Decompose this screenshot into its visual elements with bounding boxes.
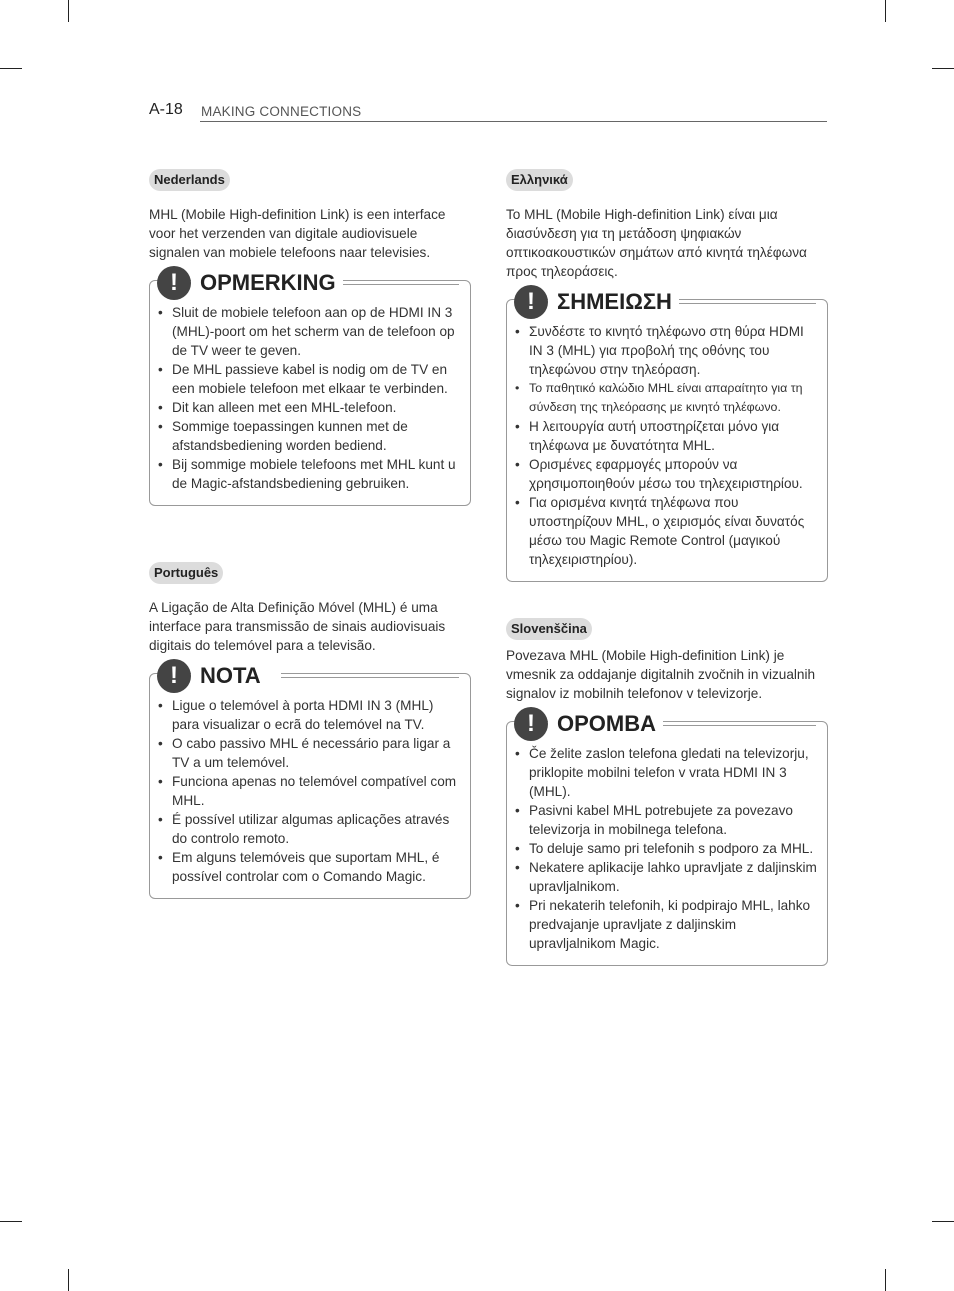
- note-title: OPMERKING: [191, 270, 343, 296]
- list-item: • Sluit de mobiele telefoon aan op de HDMI IN 3 (MHL)-poort om het scherm van de telefoon op de TV weer te geven.: [158, 303, 460, 360]
- section-nederlands: [149, 169, 471, 506]
- intro-text: Το MHL (Mobile High-definition Link) είναι μια διασύνδεση για τη μετάδοση ψηφιακών οπτικοακουστικών σημάτων από κινητά τηλέφωνα προς τηλεοράσεις.: [506, 207, 807, 279]
- section-title: MAKING CONNECTIONS: [201, 104, 362, 119]
- note-body: [506, 299, 828, 582]
- note-list: [158, 303, 460, 493]
- list-item: • Για ορισμένα κινητά τηλέφωνα που υποστηρίζουν MHL, ο χειρισμός είναι δυνατός μέσω του Magic Remote Control (μαγικού τηλεχειριστηρίου).: [515, 493, 817, 569]
- crop-mark: [885, 0, 886, 22]
- list-item: • O cabo passivo MHL é necessário para ligar a TV a um telemóvel.: [158, 734, 460, 772]
- list-item: • Ligue o telemóvel à porta HDMI IN 3 (MHL) para visualizar o ecrã do telemóvel na TV.: [158, 696, 460, 734]
- note-box: [506, 288, 828, 582]
- list-item: • Η λειτουργία αυτή υποστηρίζεται μόνο για τηλέφωνα με δυνατότητα MHL.: [515, 417, 817, 455]
- section-slovenscina: [506, 618, 828, 966]
- exclamation-icon: !: [514, 285, 548, 319]
- note-title: NOTA: [191, 663, 281, 689]
- note-title: ΣΗΜΕΙΩΣΗ: [548, 289, 679, 315]
- language-badge: Português: [149, 562, 223, 584]
- crop-mark: [0, 1221, 22, 1222]
- crop-mark: [0, 68, 22, 69]
- note-list: [515, 744, 817, 953]
- intro-text: A Ligação de Alta Definição Móvel (MHL) é uma interface para transmissão de sinais audiovisuais digitais do telemóvel para a televisão.: [149, 600, 446, 653]
- note-box: [149, 662, 471, 899]
- crop-mark: [68, 1269, 69, 1291]
- note-body: [149, 280, 471, 506]
- section-ellinika: [506, 169, 828, 582]
- section-portugues: [149, 562, 471, 899]
- list-item: • Dit kan alleen met een MHL-telefoon.: [158, 398, 460, 417]
- header-rule: [200, 121, 827, 122]
- note-body: [149, 673, 471, 899]
- list-item: • Če želite zaslon telefona gledati na televizorju, priklopite mobilni telefon v vrata HDMI IN 3 (MHL).: [515, 744, 817, 801]
- crop-mark: [932, 1221, 954, 1222]
- crop-mark: [885, 1269, 886, 1291]
- list-item: • De MHL passieve kabel is nodig om de TV en een mobiele telefoon met elkaar te verbinden.: [158, 360, 460, 398]
- list-item: • Συνδέστε το κινητό τηλέφωνο στη θύρα HDMI IN 3 (MHL) για προβολή της οθόνης του τηλεφώνου στην τηλεόραση.: [515, 322, 817, 379]
- page-number: A-18: [149, 101, 183, 118]
- note-box: [149, 269, 471, 506]
- crop-mark: [68, 0, 69, 22]
- list-item: • Sommige toepassingen kunnen met de afstandsbediening worden bediend.: [158, 417, 460, 455]
- list-item: • Pri nekaterih telefonih, ki podpirajo MHL, lahko predvajanje upravljate z daljinskim upravljalnikom Magic.: [515, 896, 817, 953]
- note-header: [514, 707, 816, 741]
- list-item: • Το παθητικό καλώδιο MHL είναι απαραίτητο για τη σύνδεση της τηλεόρασης με κινητό τηλέφωνο.: [515, 379, 817, 417]
- note-divider: [663, 725, 816, 726]
- note-header: [514, 285, 816, 319]
- list-item: • Funciona apenas no telemóvel compatível com MHL.: [158, 772, 460, 810]
- note-box: [506, 710, 828, 966]
- crop-mark: [932, 68, 954, 69]
- note-list: [515, 322, 817, 569]
- list-item: • Bij sommige mobiele telefoons met MHL kunt u de Magic-afstandsbediening gebruiken.: [158, 455, 460, 493]
- note-divider: [679, 303, 816, 304]
- note-divider: [343, 284, 459, 285]
- list-item: • É possível utilizar algumas aplicações através do controlo remoto.: [158, 810, 460, 848]
- language-badge: Ελληνικά: [506, 169, 573, 191]
- list-item: • Nekatere aplikacije lahko upravljate z daljinskim upravljalnikom.: [515, 858, 817, 896]
- intro-text: Povezava MHL (Mobile High-definition Link) je vmesnik za oddajanje digitalnih zvočnih in vizualnih signalov iz mobilnih telefonov v televizorje.: [506, 648, 816, 701]
- note-header: [157, 659, 459, 693]
- list-item: • Pasivni kabel MHL potrebujete za povezavo televizorja in mobilnega telefona.: [515, 801, 817, 839]
- language-badge: Slovenščina: [506, 618, 592, 640]
- note-divider: [281, 677, 459, 678]
- intro-text: MHL (Mobile High-definition Link) is een interface voor het verzenden van digitale audiovisuele signalen van mobiele telefoons naar televisies.: [149, 207, 446, 260]
- exclamation-icon: !: [157, 266, 191, 300]
- list-item: • Ορισμένες εφαρμογές μπορούν να χρησιμοποιηθούν μέσω του τηλεχειριστηρίου.: [515, 455, 817, 493]
- exclamation-icon: !: [157, 659, 191, 693]
- note-list: [158, 696, 460, 886]
- note-header: [157, 266, 459, 300]
- list-item: • To deluje samo pri telefonih s podporo za MHL.: [515, 839, 817, 858]
- note-body: [506, 721, 828, 966]
- exclamation-icon: !: [514, 707, 548, 741]
- language-badge: Nederlands: [149, 169, 230, 191]
- list-item: • Em alguns telemóveis que suportam MHL, é possível controlar com o Comando Magic.: [158, 848, 460, 886]
- note-title: OPOMBA: [548, 711, 663, 737]
